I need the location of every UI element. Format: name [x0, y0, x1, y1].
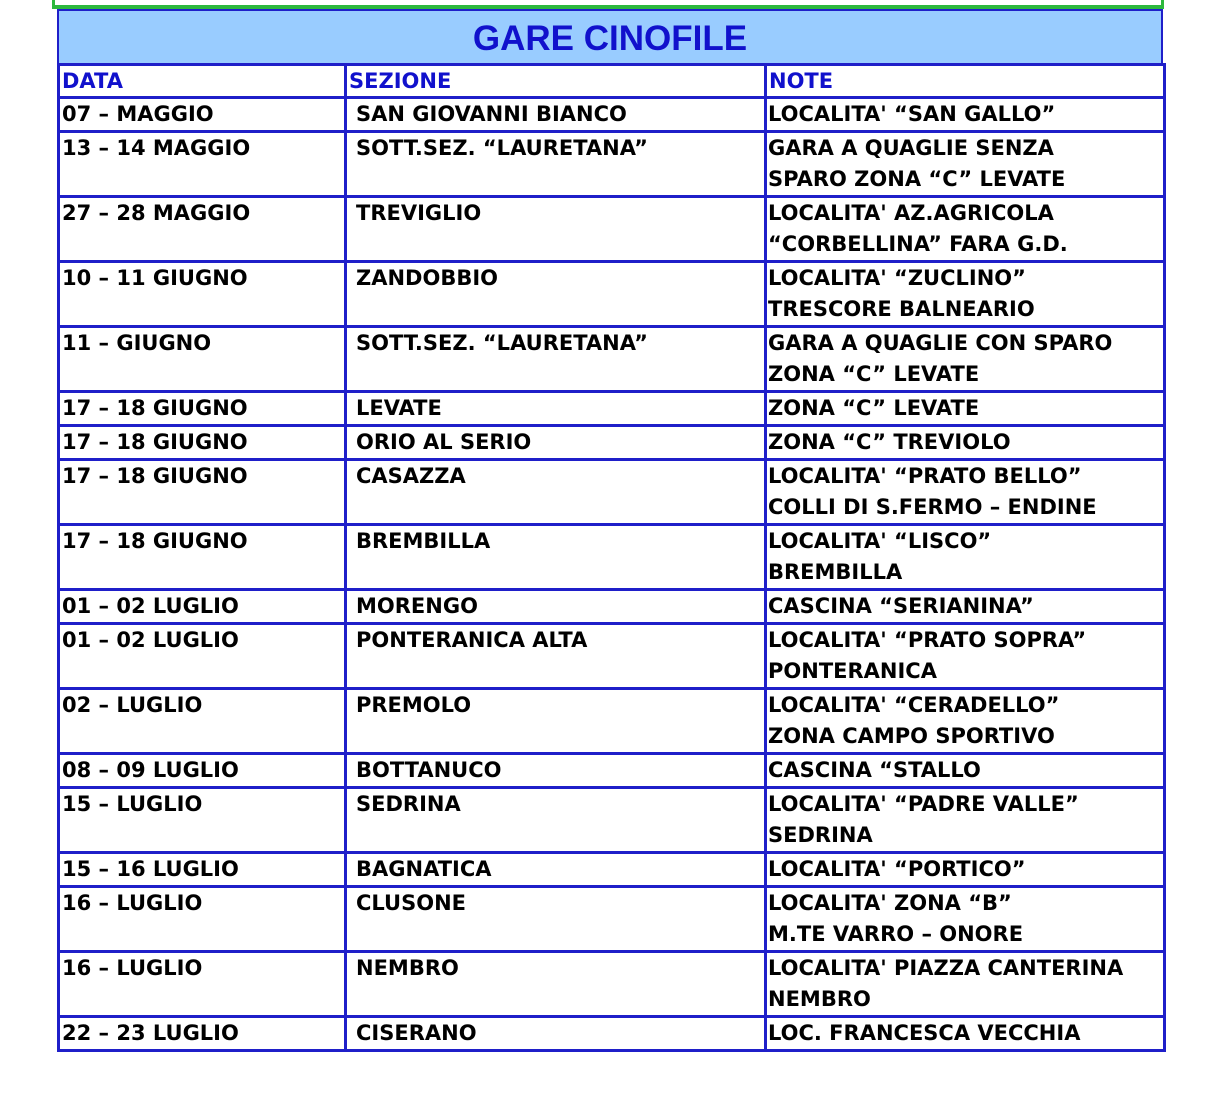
cell-note: [766, 853, 1165, 887]
cell-sezione: CISERANO: [346, 1017, 766, 1051]
events-table: [57, 63, 1166, 1052]
page-title: GARE CINOFILE: [57, 9, 1163, 64]
cell-sezione: SAN GIOVANNI BIANCO: [346, 98, 766, 132]
cell-data: 11 – GIUGNO: [59, 327, 346, 392]
cell-note: [766, 132, 1165, 197]
cell-sezione: CLUSONE: [346, 887, 766, 952]
note-line: LOCALITA' “LISCO”: [768, 529, 992, 553]
table-row: [59, 98, 1165, 132]
cell-note: [766, 1017, 1165, 1051]
table-row: [59, 952, 1165, 1017]
cell-data: 17 – 18 GIUGNO: [59, 426, 346, 460]
cell-sezione: NEMBRO: [346, 952, 766, 1017]
cell-note: [766, 262, 1165, 327]
table-row: [59, 262, 1165, 327]
cell-sezione: ZANDOBBIO: [346, 262, 766, 327]
table-row: [59, 754, 1165, 788]
cell-data: 13 – 14 MAGGIO: [59, 132, 346, 197]
table-row: [59, 887, 1165, 952]
note-line: LOCALITA' “PORTICO”: [768, 857, 1026, 881]
cell-note: [766, 754, 1165, 788]
note-line: LOCALITA' “ZUCLINO”: [768, 266, 1026, 290]
cell-data: 07 – MAGGIO: [59, 98, 346, 132]
note-line: SPARO ZONA “C” LEVATE: [768, 167, 1066, 191]
cell-note: [766, 426, 1165, 460]
note-line: SEDRINA: [768, 823, 873, 847]
cell-data: 17 – 18 GIUGNO: [59, 460, 346, 525]
cell-sezione: ORIO AL SERIO: [346, 426, 766, 460]
header-note: NOTE: [766, 65, 1165, 98]
note-line: “CORBELLINA” FARA G.D.: [768, 232, 1068, 256]
cell-data: 22 – 23 LUGLIO: [59, 1017, 346, 1051]
cell-note: [766, 525, 1165, 590]
cell-data: 10 – 11 GIUGNO: [59, 262, 346, 327]
cell-note: [766, 460, 1165, 525]
cell-sezione: BOTTANUCO: [346, 754, 766, 788]
note-line: ZONA “C” LEVATE: [768, 396, 980, 420]
header-row: [59, 65, 1165, 98]
cell-note: [766, 590, 1165, 624]
table-row: [59, 525, 1165, 590]
cell-note: [766, 197, 1165, 262]
cell-sezione: PONTERANICA ALTA: [346, 624, 766, 689]
note-line: GARA A QUAGLIE SENZA: [768, 136, 1054, 160]
cell-data: 08 – 09 LUGLIO: [59, 754, 346, 788]
cell-data: 17 – 18 GIUGNO: [59, 525, 346, 590]
note-line: LOCALITA' “CERADELLO”: [768, 693, 1060, 717]
note-line: LOCALITA' PIAZZA CANTERINA: [768, 956, 1124, 980]
table-row: [59, 1017, 1165, 1051]
cell-sezione: LEVATE: [346, 392, 766, 426]
table-row: [59, 197, 1165, 262]
header-data: DATA: [59, 65, 346, 98]
cell-sezione: PREMOLO: [346, 689, 766, 754]
note-line: ZONA “C” TREVIOLO: [768, 430, 1011, 454]
table-row: [59, 689, 1165, 754]
note-line: LOCALITA' AZ.AGRICOLA: [768, 201, 1054, 225]
cell-note: [766, 952, 1165, 1017]
table-row: [59, 426, 1165, 460]
cell-sezione: BAGNATICA: [346, 853, 766, 887]
cell-note: [766, 788, 1165, 853]
cell-sezione: TREVIGLIO: [346, 197, 766, 262]
cell-data: 01 – 02 LUGLIO: [59, 624, 346, 689]
table-row: [59, 624, 1165, 689]
cell-data: 01 – 02 LUGLIO: [59, 590, 346, 624]
note-line: CASCINA “SERIANINA”: [768, 594, 1034, 618]
cell-data: 15 – LUGLIO: [59, 788, 346, 853]
cell-note: [766, 887, 1165, 952]
note-line: M.TE VARRO – ONORE: [768, 922, 1024, 946]
note-line: COLLI DI S.FERMO – ENDINE: [768, 495, 1097, 519]
cell-data: 16 – LUGLIO: [59, 887, 346, 952]
top-border: [52, 0, 1164, 9]
table-row: [59, 590, 1165, 624]
table-row: [59, 327, 1165, 392]
table-row: [59, 853, 1165, 887]
cell-sezione: SOTT.SEZ. “LAURETANA”: [346, 327, 766, 392]
table-row: [59, 788, 1165, 853]
cell-data: 16 – LUGLIO: [59, 952, 346, 1017]
note-line: CASCINA “STALLO: [768, 758, 981, 782]
cell-sezione: CASAZZA: [346, 460, 766, 525]
cell-data: 15 – 16 LUGLIO: [59, 853, 346, 887]
cell-note: [766, 624, 1165, 689]
cell-sezione: MORENGO: [346, 590, 766, 624]
cell-note: [766, 392, 1165, 426]
note-line: ZONA “C” LEVATE: [768, 362, 980, 386]
note-line: LOCALITA' “PADRE VALLE”: [768, 792, 1079, 816]
note-line: ZONA CAMPO SPORTIVO: [768, 724, 1055, 748]
table-row: [59, 392, 1165, 426]
cell-note: [766, 98, 1165, 132]
note-line: PONTERANICA: [768, 659, 937, 683]
note-line: LOCALITA' “PRATO SOPRA”: [768, 628, 1087, 652]
cell-data: 27 – 28 MAGGIO: [59, 197, 346, 262]
note-line: NEMBRO: [768, 987, 871, 1011]
cell-sezione: BREMBILLA: [346, 525, 766, 590]
cell-note: [766, 327, 1165, 392]
note-line: GARA A QUAGLIE CON SPARO: [768, 331, 1113, 355]
cell-sezione: SEDRINA: [346, 788, 766, 853]
cell-note: [766, 689, 1165, 754]
table-row: [59, 132, 1165, 197]
note-line: LOCALITA' “SAN GALLO”: [768, 102, 1056, 126]
header-sezione: SEZIONE: [346, 65, 766, 98]
note-line: LOCALITA' ZONA “B”: [768, 891, 1012, 915]
note-line: LOCALITA' “PRATO BELLO”: [768, 464, 1082, 488]
note-line: BREMBILLA: [768, 560, 903, 584]
table-row: [59, 460, 1165, 525]
note-line: TRESCORE BALNEARIO: [768, 297, 1035, 321]
cell-data: 17 – 18 GIUGNO: [59, 392, 346, 426]
cell-sezione: SOTT.SEZ. “LAURETANA”: [346, 132, 766, 197]
note-line: LOC. FRANCESCA VECCHIA: [768, 1021, 1081, 1045]
cell-data: 02 – LUGLIO: [59, 689, 346, 754]
